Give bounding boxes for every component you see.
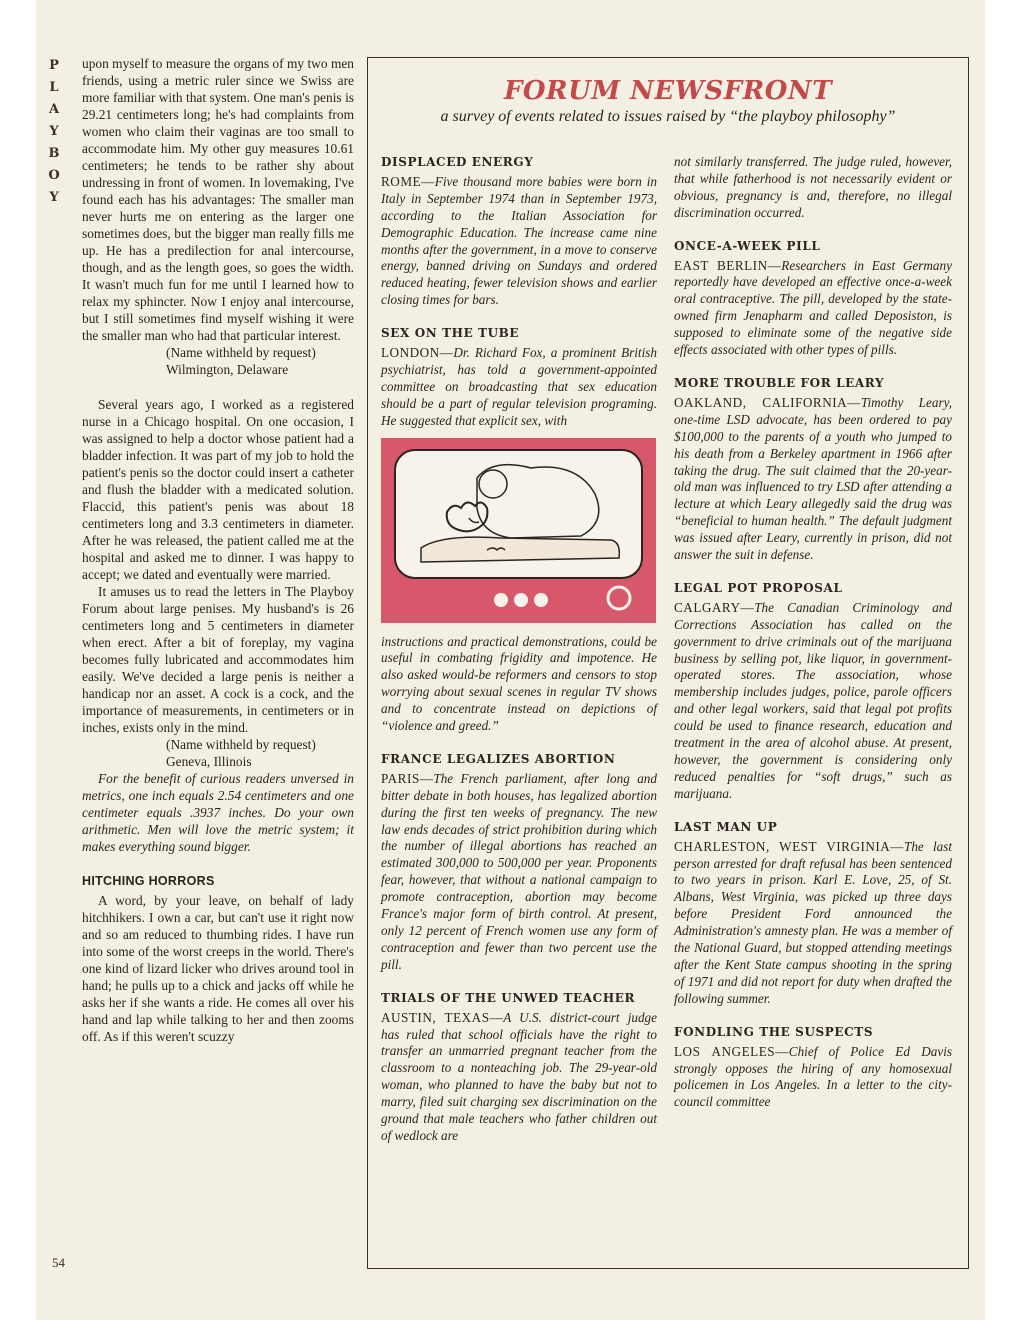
hitching-heading: HITCHING HORRORS [82, 874, 215, 888]
dateline: ROME— [381, 173, 435, 189]
story-heading: LEGAL POT PROPOSAL [674, 580, 843, 595]
dateline: PARIS— [381, 770, 434, 786]
letter-1-text: upon myself to measure the organs of my two men friends, using a metric ruler since we Swiss are more familiar with that system. One man's penis is 29.21 centimeters long; he's had complaints from women who claim their vaginas are too small to accommodate him. My other guy measures 10.61 centimeters; he tends to be rather shy about undressing in front of women. In lovemaking, I've found each has his advantages: The smaller man never hurts me on entering as the larger one sometimes does, but the bigger man really fills me up. He has a predilection for anal intercourse, though, and as the length goes, so goes the width. It wasn't much fun for me until I learned how to relax my sphincter. Now I enjoy anal intercourse, but I still sometimes find myself wishing it were the smaller man who had that particular interest. [82, 56, 354, 343]
story-text: instructions and practical demonstrations, could be useful in combating frigidity and impotence. He also asked would-be reformers and censors to stop worrying about sexual scenes in regular TV shows and to concentrate instead on depictions of “violence and greed.” [381, 633, 657, 734]
dateline: LONDON— [381, 345, 454, 361]
dateline: OAKLAND, CALIFORNIA— [674, 394, 861, 410]
sidebar-letter: Y [49, 124, 59, 139]
sidebar-letter: A [48, 102, 60, 117]
letter-2-paragraph-1: Several years ago, I worked as a registered nurse in a Chicago hospital. On one occasion, I was assigned to help a doctor whose patient had a bladder infection. It was part of my job to hold the patient's penis so the doctor could insert a catheter and flush the bladder with a medicated solution. Flaccid, this patient's penis was about 18 centimeters long and 3.3 centimeters in diameter. After he was released, the patient called me at the hospital and asked me to dinner. I was happy to accept; we dated and eventually were married. [82, 397, 354, 582]
dateline: AUSTIN, TEXAS— [381, 1009, 504, 1025]
story-text: EAST BERLIN—Researchers in East Germany reportedly have developed an effective once-a-week oral contraceptive. The pill, developed by the state-owned firm Jenapharm and called Deposiston, is supposed to eliminate some of the negative side effects associated with other types of pills. [674, 257, 952, 358]
dateline: CHARLESTON, WEST VIRGINIA— [674, 838, 904, 854]
newsfront-column-b [674, 154, 952, 1111]
letter-2-signature: (Name withheld by request) [166, 737, 316, 752]
letter-1-place: Wilmington, Delaware [166, 362, 289, 377]
story-text: CALGARY—The Canadian Criminology and Corrections Association has called on the government to drive criminals out of the marijuana business by selling pot, like liquor, in government-operated stores. The association, whose membership includes judges, police, parole officers and other legal workers, said that legal pot profits could be used to finance research, education and treatment in the area of alcohol abuse. At present, however, the government is considering only reduced penalties for “soft drugs,” such as marijuana. [674, 599, 952, 801]
letter-2-place: Geneva, Illinois [166, 754, 252, 769]
story-text: CHARLESTON, WEST VIRGINIA—The last person arrested for draft refusal has been sentenced to two years in prison. Karl E. Love, 25, of St. Albans, West Virginia, was picked up three days before President Ford announced the Administration's amnesty plan. He was a member of the National Guard, but stopped attending meetings after the Kent State campus shooting in the spring of 1971 and did not report for duty when drafted the following summer. [674, 838, 952, 1006]
story-text: AUSTIN, TEXAS—A U.S. district-court judge has ruled that school officials have the right to transfer an unmarried pregnant teacher from the classroom to a nonteaching job. The 29-year-old woman, who planned to have the baby but not to marry, filed suit charging sex discrimination on the ground that male teachers who father children out of wedlock are [381, 1009, 658, 1143]
sidebar-letter: Y [49, 190, 59, 205]
dateline: CALGARY— [674, 599, 755, 615]
story-text: ROME—Five thousand more babies were born in Italy in September 1974 than in September 1973, according to the Italian Association for Demographic Education. The increase came nine months after the government, in a move to conserve energy, banned driving on Sundays and ordered reduced heating, fewer television shows and earlier closing times for bars. [381, 173, 657, 308]
story-text: LONDON—Dr. Richard Fox, a prominent British psychiatrist, has told a government-appointed committee on broadcasting that sex education should be a part of regular television programing. He suggested that explicit sex, with [381, 345, 657, 428]
newsfront-column-a [381, 154, 657, 1145]
letter-1-signature: (Name withheld by request) [166, 345, 316, 360]
tv-illustration [381, 438, 656, 623]
story-heading: SEX ON THE TUBE [381, 326, 520, 341]
story-text: PARIS—The French parliament, after long and bitter debate in both houses, has legalized abortion during the first ten weeks of pregnancy. The new law ends decades of strict prohibition during which the number of illegal abortions has reached an estimated 300,000 to 500,000 per year. Proponents fear, however, that without a national campaign to promote contraception, abortion may become France's major form of birth control. At present, only 12 percent of French women use any form of contraception and fewer than two percent use the pill. [381, 770, 657, 972]
story-text: LOS ANGELES—Chief of Police Ed Davis strongly opposes the hiring of any homosexual policemen in Los Angeles. In a letter to the city-council committee [674, 1043, 952, 1110]
dateline: EAST BERLIN— [674, 257, 782, 273]
letter-2-paragraph-2: It amuses us to read the letters in The Playboy Forum about large penises. My husband's is 26 centimeters long and 5 centimeters in diameter when erect. After a bit of foreplay, my vagina becomes fully lubricated and accommodates him easily. We've decided a large penis is neither a handicap nor an asset. A cock is a cock, and the importance of measurements, in centimeters or in inches, exists only in the mind. [82, 584, 354, 735]
story-text: not similarly transferred. The judge ruled, however, that while fatherhood is not necessarily evident or obvious, pregnancy is and, therefore, no illegal discrimination occurred. [674, 154, 952, 220]
newsfront-title: FORUM NEWSFRONT [503, 76, 833, 106]
story-heading: ONCE-A-WEEK PILL [674, 238, 821, 253]
story-text: OAKLAND, CALIFORNIA—Timothy Leary, one-time LSD advocate, has been ordered to pay $100,000 to the parents of a youth who jumped to his death from a Berkeley apartment in 1966 after taking the drug. The suit claimed that the 20-year-old man was influenced to try LSD after attending a lecture at which Leary allegedly said the drug was “beneficial to human health.” The default judgment was issued after Leary, currently in prison, did not answer the suit in defense. [674, 394, 952, 563]
sidebar-label [44, 55, 64, 209]
sidebar-letter: P [49, 58, 59, 73]
sidebar-letter: B [48, 146, 60, 161]
hitching-text: A word, by your leave, on behalf of lady hitchhikers. I own a car, but can't use it right now and so am reduced to thumbing rides. I have run into some of the worst creeps in the world. There's one kind of lizard licker who drives around tool in hand; he pulls up to a chick and jacks off while he asks her if she wants a ride. He comes all over his hand and lap while talking to her and then zooms off. As if this weren't scuzzy [82, 893, 354, 1044]
dateline: LOS ANGELES— [674, 1043, 789, 1059]
sidebar-letter: O [48, 168, 60, 183]
newsfront-subtitle: a survey of events related to issues raised by “the playboy philosophy” [440, 108, 896, 125]
story-heading: MORE TROUBLE FOR LEARY [674, 375, 885, 390]
newsfront-box [367, 57, 969, 1269]
letters-column [82, 55, 354, 1045]
story-heading: FRANCE LEGALIZES ABORTION [381, 751, 616, 766]
story-heading: FONDLING THE SUSPECTS [674, 1024, 874, 1039]
story-heading: LAST MAN UP [674, 819, 778, 834]
story-heading: DISPLACED ENERGY [381, 155, 534, 169]
sidebar-letter: L [49, 80, 59, 95]
editor-note: For the benefit of curious readers unversed in metrics, one inch equals 2.54 centimeters and one centimeter equals .3937 inches. Do your own arithmetic. Men will love the metric system; it makes everything sound bigger. [82, 771, 354, 854]
story-heading: TRIALS OF THE UNWED TEACHER [381, 990, 636, 1005]
page-number: 54 [52, 1255, 65, 1270]
